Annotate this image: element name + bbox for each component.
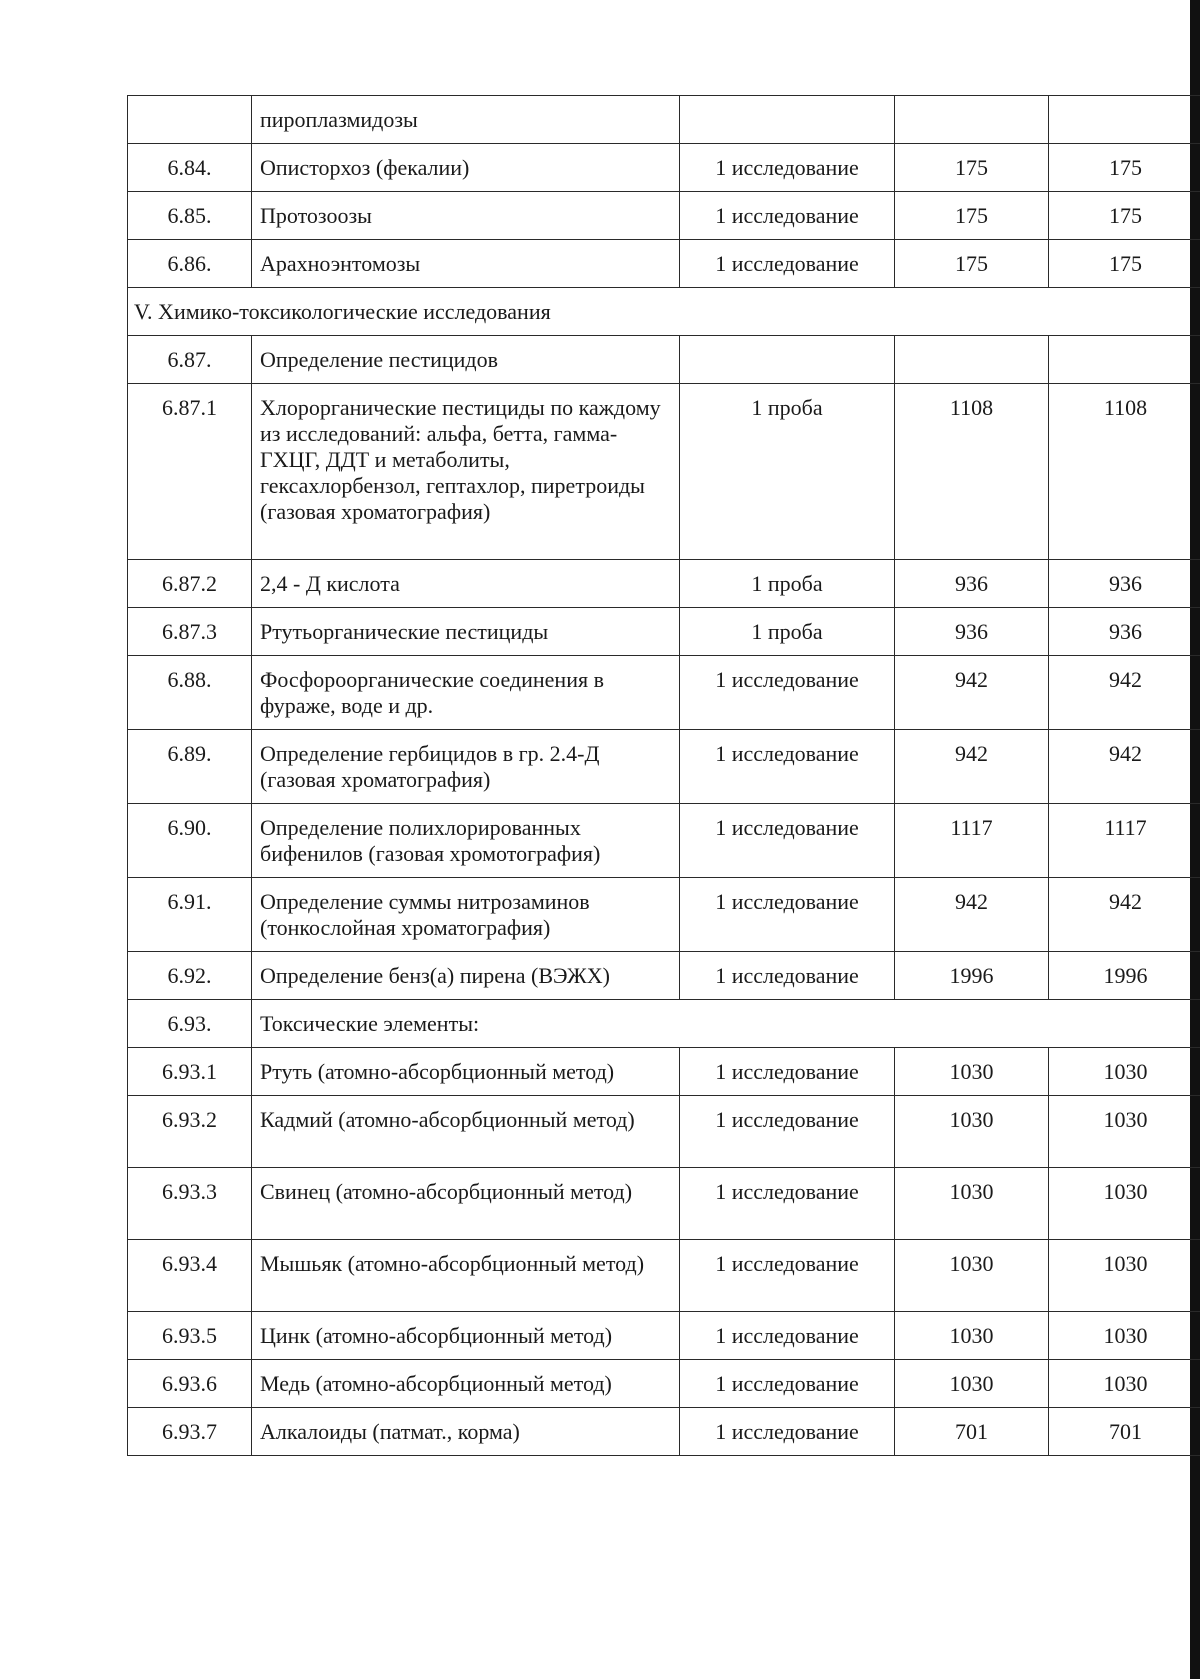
row-price-2: 1117	[1049, 804, 1200, 878]
row-price-2: 1030	[1049, 1096, 1200, 1168]
table-row	[128, 878, 1200, 952]
table-row	[128, 336, 1200, 384]
table-row	[128, 952, 1200, 1000]
row-price-2: 936	[1049, 608, 1200, 656]
row-unit: 1 исследование	[680, 240, 895, 288]
row-price-1: 1108	[895, 384, 1049, 560]
row-unit: 1 исследование	[680, 1360, 895, 1408]
row-price-2: 1996	[1049, 952, 1200, 1000]
row-unit: 1 исследование	[680, 656, 895, 730]
row-price-1: 1030	[895, 1360, 1049, 1408]
row-name: Алкалоиды (патмат., корма)	[252, 1408, 680, 1456]
row-name: Ртутьорганические пестициды	[252, 608, 680, 656]
row-unit: 1 исследование	[680, 192, 895, 240]
row-price-1	[895, 96, 1049, 144]
table-row	[128, 560, 1200, 608]
row-number: 6.93.4	[128, 1240, 252, 1312]
row-number: 6.88.	[128, 656, 252, 730]
row-name: Свинец (атомно-абсорбционный метод)	[252, 1168, 680, 1240]
row-number: 6.87.3	[128, 608, 252, 656]
row-name: Определение полихлорированных бифенилов (газовая хромотография)	[252, 804, 680, 878]
row-number: 6.93.6	[128, 1360, 252, 1408]
row-name: Токсические элементы:	[252, 1000, 1200, 1048]
row-price-1: 1030	[895, 1240, 1049, 1312]
row-price-2	[1049, 96, 1200, 144]
row-unit: 1 исследование	[680, 952, 895, 1000]
row-name: Описторхоз (фекалии)	[252, 144, 680, 192]
price-list-table	[127, 95, 1200, 1456]
row-number: 6.84.	[128, 144, 252, 192]
row-number: 6.93.1	[128, 1048, 252, 1096]
row-unit: 1 исследование	[680, 804, 895, 878]
row-number: 6.86.	[128, 240, 252, 288]
row-price-2	[1049, 336, 1200, 384]
table-row	[128, 144, 1200, 192]
table-row	[128, 1096, 1200, 1168]
section-title: V. Химико-токсикологические исследования	[128, 288, 1200, 336]
row-price-1: 1030	[895, 1096, 1049, 1168]
row-unit: 1 исследование	[680, 1408, 895, 1456]
row-unit: 1 исследование	[680, 1312, 895, 1360]
table-row	[128, 656, 1200, 730]
row-unit: 1 исследование	[680, 730, 895, 804]
row-price-1: 942	[895, 656, 1049, 730]
row-price-1: 936	[895, 560, 1049, 608]
row-number: 6.87.	[128, 336, 252, 384]
row-number: 6.85.	[128, 192, 252, 240]
row-price-1: 175	[895, 192, 1049, 240]
price-list-body	[128, 96, 1200, 1456]
row-price-1: 175	[895, 144, 1049, 192]
row-price-1: 942	[895, 878, 1049, 952]
row-name: Мышьяк (атомно-абсорбционный метод)	[252, 1240, 680, 1312]
row-price-1: 175	[895, 240, 1049, 288]
row-price-1: 1996	[895, 952, 1049, 1000]
row-price-1: 1030	[895, 1312, 1049, 1360]
row-unit: 1 исследование	[680, 1048, 895, 1096]
table-row	[128, 96, 1200, 144]
row-price-1: 701	[895, 1408, 1049, 1456]
row-price-2: 1030	[1049, 1240, 1200, 1312]
row-name: Определение пестицидов	[252, 336, 680, 384]
row-price-2: 1030	[1049, 1048, 1200, 1096]
row-price-2: 942	[1049, 730, 1200, 804]
row-name: Определение бенз(а) пирена (ВЭЖХ)	[252, 952, 680, 1000]
row-number: 6.89.	[128, 730, 252, 804]
row-unit: 1 исследование	[680, 878, 895, 952]
row-number: 6.93.7	[128, 1408, 252, 1456]
table-row	[128, 1168, 1200, 1240]
row-price-1: 1030	[895, 1168, 1049, 1240]
table-row	[128, 1048, 1200, 1096]
row-number: 6.90.	[128, 804, 252, 878]
row-number: 6.92.	[128, 952, 252, 1000]
row-name: 2,4 - Д кислота	[252, 560, 680, 608]
row-name: Цинк (атомно-абсорбционный метод)	[252, 1312, 680, 1360]
row-price-2: 942	[1049, 878, 1200, 952]
table-row	[128, 240, 1200, 288]
section-header-row	[128, 288, 1200, 336]
row-unit: 1 проба	[680, 384, 895, 560]
row-unit	[680, 96, 895, 144]
row-number: 6.93.5	[128, 1312, 252, 1360]
row-number: 6.93.2	[128, 1096, 252, 1168]
row-price-2: 175	[1049, 240, 1200, 288]
row-price-2: 175	[1049, 144, 1200, 192]
row-price-2: 701	[1049, 1408, 1200, 1456]
row-price-2: 936	[1049, 560, 1200, 608]
row-name: Определение суммы нитрозаминов (тонкослойная хроматография)	[252, 878, 680, 952]
row-unit: 1 проба	[680, 608, 895, 656]
row-number	[128, 96, 252, 144]
row-number: 6.87.1	[128, 384, 252, 560]
row-unit: 1 проба	[680, 560, 895, 608]
row-price-2: 175	[1049, 192, 1200, 240]
row-name: Определение гербицидов в гр. 2.4-Д (газовая хроматография)	[252, 730, 680, 804]
row-price-2: 942	[1049, 656, 1200, 730]
row-unit: 1 исследование	[680, 1168, 895, 1240]
row-price-2: 1030	[1049, 1312, 1200, 1360]
row-price-1: 1117	[895, 804, 1049, 878]
row-unit: 1 исследование	[680, 144, 895, 192]
row-unit	[680, 336, 895, 384]
row-name: Хлорорганические пестициды по каждому из исследований: альфа, бетта, гамма-ГХЦГ, ДДТ и метаболиты, гексахлорбензол, гептахлор, пиретроиды (газовая хроматография)	[252, 384, 680, 560]
row-name: Фосфороорганические соединения в фураже, воде и др.	[252, 656, 680, 730]
row-price-1: 942	[895, 730, 1049, 804]
subheading-row	[128, 1000, 1200, 1048]
row-name: Ртуть (атомно-абсорбционный метод)	[252, 1048, 680, 1096]
row-price-2: 1030	[1049, 1360, 1200, 1408]
table-row	[128, 192, 1200, 240]
row-name: Арахноэнтомозы	[252, 240, 680, 288]
row-unit: 1 исследование	[680, 1096, 895, 1168]
table-row	[128, 804, 1200, 878]
row-price-2: 1030	[1049, 1168, 1200, 1240]
table-row	[128, 1408, 1200, 1456]
row-price-2: 1108	[1049, 384, 1200, 560]
table-row	[128, 608, 1200, 656]
table-row	[128, 1312, 1200, 1360]
row-number: 6.93.	[128, 1000, 252, 1048]
row-name: Медь (атомно-абсорбционный метод)	[252, 1360, 680, 1408]
row-name: Протозоозы	[252, 192, 680, 240]
table-row	[128, 730, 1200, 804]
row-unit: 1 исследование	[680, 1240, 895, 1312]
row-number: 6.93.3	[128, 1168, 252, 1240]
table-row	[128, 384, 1200, 560]
table-row	[128, 1360, 1200, 1408]
row-name: пироплазмидозы	[252, 96, 680, 144]
row-name: Кадмий (атомно-абсорбционный метод)	[252, 1096, 680, 1168]
row-number: 6.91.	[128, 878, 252, 952]
row-price-1: 936	[895, 608, 1049, 656]
table-row	[128, 1240, 1200, 1312]
row-number: 6.87.2	[128, 560, 252, 608]
row-price-1: 1030	[895, 1048, 1049, 1096]
row-price-1	[895, 336, 1049, 384]
